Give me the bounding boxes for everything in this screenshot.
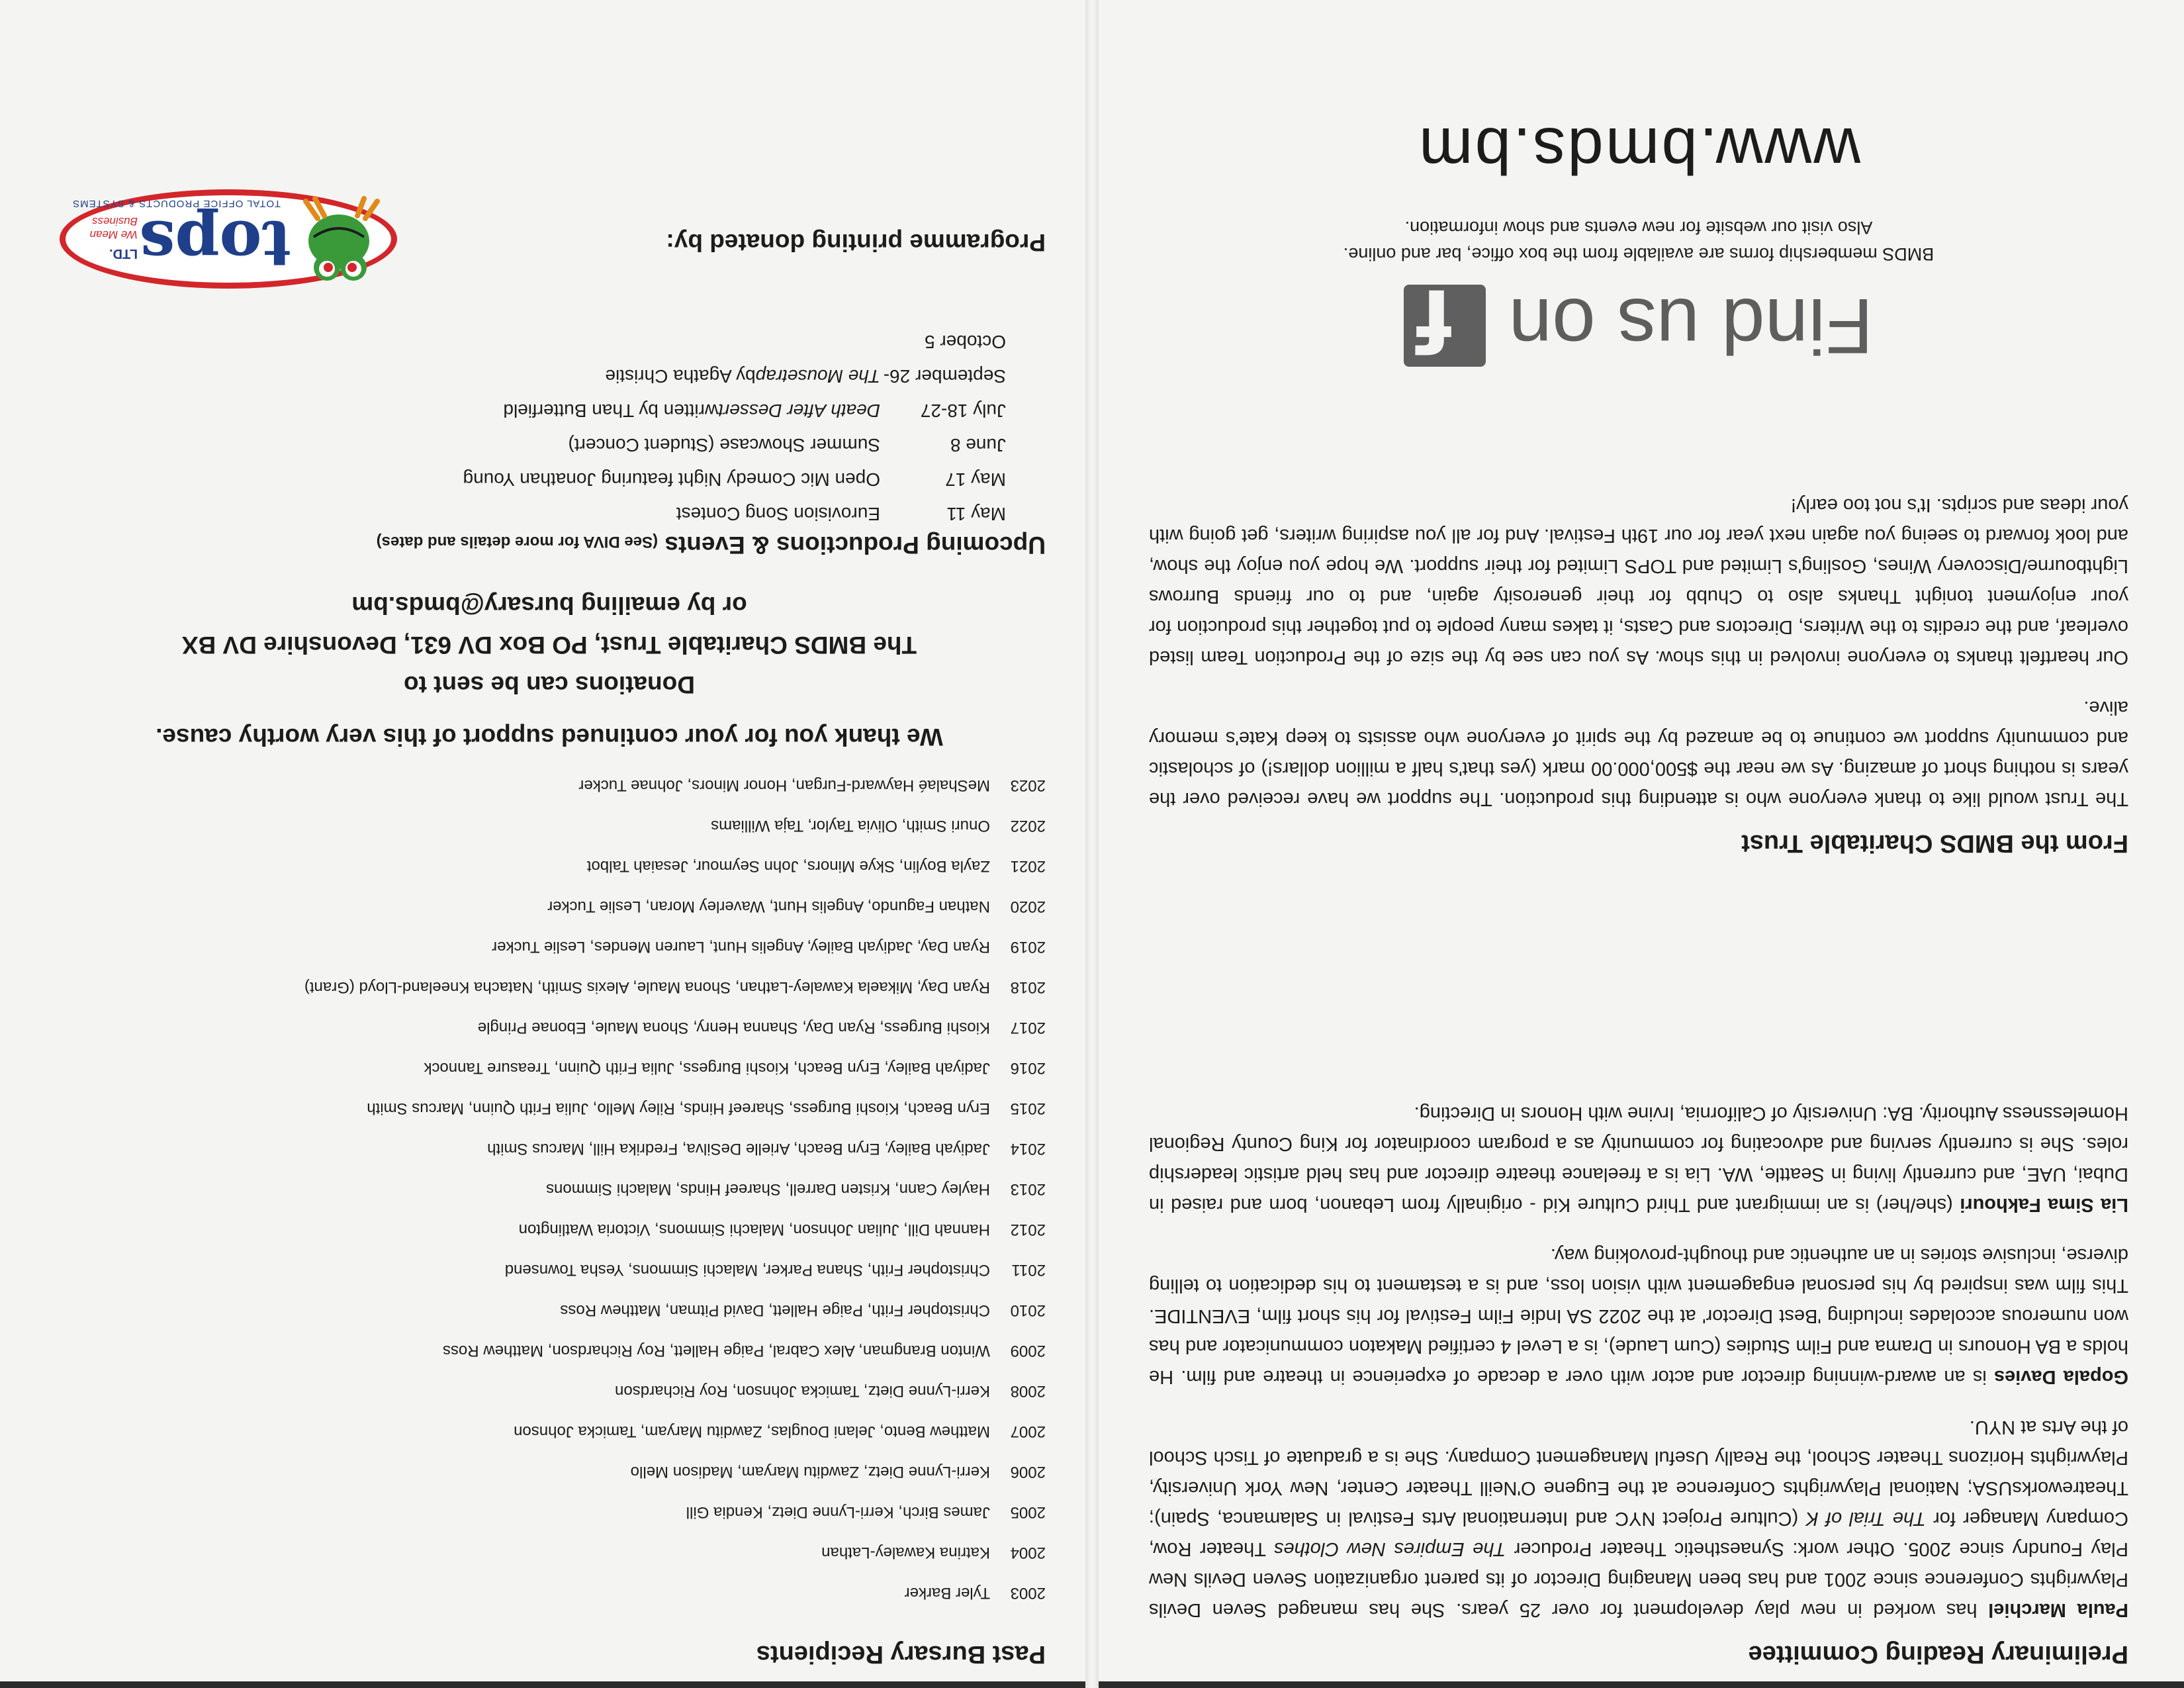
page-fold (1085, 0, 1099, 1688)
recipient-names: Zayla Boylin, Skye Minors, John Seymour, Jesaiah Talbot (586, 857, 990, 875)
recipient-year: 2013 (1010, 1180, 1046, 1198)
tops-logo (53, 183, 397, 302)
logo-ltd: LTD. (109, 246, 138, 261)
recipient-year: 2022 (1010, 817, 1046, 835)
trust-paragraph-1: The Trust would like to thank everyone who is attending this production. The support we have received over the years is nothing short of amazing. As we near the $500,000.00 mark (yes that's half a million dollars!) of scholastic and community support we continue to be amazed by the spirit of everyone who assists to keep Kate's memory alive. (1149, 697, 2128, 810)
recipient-year: 2023 (1010, 776, 1046, 794)
recipient-year: 2012 (1010, 1221, 1046, 1239)
member-bio-title: The Trial of K (1805, 1508, 1926, 1529)
event-row (53, 428, 1046, 462)
recipient-year: 2011 (1011, 1261, 1046, 1279)
committee-heading: Preliminary Reading Committee (1748, 1640, 2128, 1668)
recipient-year: 2017 (1010, 1019, 1046, 1037)
member-name: Lia Sima Fakhouri (1960, 1194, 2128, 1215)
recipient-names: Matthew Bento, Jelani Douglas, Zawditu Maryam, Tamicka Johnson (514, 1423, 990, 1440)
recipient-names: Kerri-Lynne Dietz, Tamicka Johnson, Roy Richardson (615, 1382, 990, 1400)
recipient-year: 2015 (1010, 1100, 1046, 1117)
event-title: Eurovision Song Contest (676, 504, 880, 524)
recipient-year: 2014 (1010, 1140, 1046, 1158)
recipient-names: Christopher Frith, Shana Parker, Malachi Simmons, Yesha Townsend (504, 1261, 990, 1279)
recipient-names: Hannah Dill, Julian Johnson, Malachi Simmons, Victoria Watlington (518, 1221, 990, 1239)
committee-bio-2 (1149, 1240, 2128, 1392)
recipient-names: Christopher Frith, Paige Hallett, David Pitman, Matthew Ross (560, 1301, 990, 1319)
membership-line: BMDS membership forms are available from the box office, bar and online. (1343, 244, 1934, 264)
member-bio: (Culture Project NYC and International Arts Festival in Salamanca, Spain); TheatreworksUSA; National Playwrights Conference at the Eugene O'Neill Theater Center, New York University, Playwrights Horizons Theater School, the Really Useful Management Company. She is a graduate of Tisch School of the Arts at NYU. (1149, 1417, 2128, 1529)
list-item (53, 1169, 1046, 1209)
upcoming-heading: Upcoming Productions & Events (See DIVA for more details and dates) (376, 532, 1046, 559)
donations-line-3[interactable]: or by emailing bursary@bmds.bm (351, 592, 747, 619)
recipient-year: 2004 (1010, 1544, 1046, 1562)
event-row (53, 462, 1046, 496)
event-date: July 18-27 (920, 400, 1006, 421)
recipient-year: 2006 (1010, 1463, 1046, 1481)
list-item (53, 1532, 1046, 1573)
event-credit: written by Than Butterfield (503, 400, 719, 421)
member-bio: has worked in new play development for over 25 years. She has managed Seven Devils Playwrights Conference since 2001 and has been Managing Director of its parent organization Seven Devils New Play Foundry since 2005. Other work: Synaesthetic Theater Producer (1149, 1538, 2128, 1620)
frog-mascot-icon (298, 196, 384, 302)
event-date: June 8 (950, 435, 1006, 455)
committee-section (1149, 1078, 2128, 1668)
printing-label: Programme printing donated by: (666, 229, 1046, 256)
recipient-names: Onuri Smith, Olivia Taylor, Taja Williams (711, 817, 990, 835)
upcoming-note: (See DIVA for more details and dates) (376, 533, 659, 551)
committee-bio-3 (1149, 1098, 2128, 1220)
member-bio: is an award-winning director and actor with over a decade of experience in theatre and film. He holds a BA Honours in Drama and Film Studies (Cum Laude), is a Level 4 certified Makaton communicator and has won numerous accolades including 'Best Director' at the 2022 SA Indie Film Festival for his short film, EVENTIDE. This film was inspired by his personal engagement with vision loss, and is a testament to his dedication to telling diverse, inclusive stories in an authentic and thought-provoking way. (1148, 1244, 2128, 1387)
recipient-names: Eryn Beach, Kioshi Burgess, Shareef Hinds, Riley Mello, Julia Frith Quinn, Marcus Smith (367, 1100, 990, 1117)
event-title: Death After Dessert (718, 400, 880, 421)
list-item (53, 1331, 1046, 1371)
recipient-year: 2018 (1010, 978, 1046, 996)
recipient-names: Katrina Kawaley-Lathan (821, 1544, 990, 1562)
recipient-names: Nathan Fagundo, Angelis Hunt, Waverley Moran, Leslie Tucker (547, 898, 990, 915)
event-title: Summer Showcase (Student Concert) (568, 435, 880, 455)
recipient-year: 2016 (1010, 1059, 1046, 1077)
recipient-names: Ryan Day, Jadiyah Bailey, Angelis Hunt, Lauren Mendes, Leslie Tucker (492, 938, 990, 956)
list-item (53, 1088, 1046, 1129)
event-row (53, 324, 1046, 393)
find-us-row (1149, 270, 2128, 371)
website-url[interactable]: www.bmds.bm (1416, 115, 1861, 187)
recipient-names: Tyler Barker (904, 1584, 990, 1602)
list-item (53, 1008, 1046, 1048)
bursary-section (53, 183, 1046, 1668)
left-page (1099, 0, 2184, 1688)
event-row (53, 496, 1046, 531)
event-title: The Mousetrap (755, 366, 880, 387)
recipient-year: 2005 (1010, 1503, 1046, 1521)
list-item (53, 1048, 1046, 1088)
printing-credit (53, 183, 1046, 302)
member-bio: (she/her) is an immigrant and Third Culture Kid - originally from Lebanon, born and raised in Dubai, UAE, and currently living in Seattle, WA. Lia is a freelance theatre director and has held artistic leadership roles. She is currently serving and advocating for community as a program coordinator for King County Regional Homelessness Authority. BA: University of California, Irvine with Honors in Directing. (1149, 1103, 2128, 1215)
recipient-year: 2003 (1010, 1584, 1046, 1602)
recipients-list (53, 765, 1046, 1613)
member-name: Gopala Davies (1993, 1366, 2128, 1387)
recipient-names: Hayley Cann, Kristen Darrell, Shareef Hinds, Malachi Simmons (546, 1180, 990, 1198)
event-row (53, 393, 1046, 428)
recipient-names: Kerri-Lynne Dietz, Zawditu Maryam, Madison Mello (630, 1463, 990, 1481)
list-item (53, 1411, 1046, 1452)
thanks-line: We thank you for your continued support of this very worthy cause. (156, 724, 943, 751)
member-bio-title: The Empires New Clothes (1273, 1538, 1506, 1560)
event-date: May 11 (946, 504, 1006, 524)
list-item (53, 927, 1046, 967)
recipient-year: 2008 (1010, 1382, 1046, 1400)
recipient-year: 2007 (1010, 1423, 1046, 1440)
list-item (53, 1452, 1046, 1492)
list-item (53, 967, 1046, 1008)
list-item (53, 1250, 1046, 1290)
trust-heading: From the BMDS Charitable Trust (1741, 829, 2128, 857)
recipient-year: 2021 (1010, 857, 1046, 875)
recipient-names: MeShalaé Hayward-Furgan, Honor Minors, Johnae Tucker (578, 776, 990, 794)
list-item (53, 1371, 1046, 1411)
recipient-year: 2010 (1010, 1301, 1046, 1319)
trust-paragraph-2: Our heartfelt thanks to everyone involved in this show. As you can see by the size of the Production Team listed overleaf, and the credits to the Writers, Directors and Casts, it takes many people to put together this production for your enjoyment tonight Thanks also to Chubb for their generosity again, and to our friends Burrows Lightbourne/Discovery Wines, Gosling's Limited and TOPS Limited for their support. We hope you enjoy the show, and look forward to seeing you again next year for our 19th Festival. And for all you aspiring writers, get going with your ideas and scripts. It's not too early! (1149, 494, 2128, 668)
recipient-names: Jadiyah Bailey, Eryn Beach, Kioshi Burgess, Julia Frith Quinn, Treasure Tannock (424, 1059, 990, 1077)
right-page (0, 0, 1085, 1688)
recipient-year: 2009 (1010, 1342, 1046, 1360)
member-bio: Theater Row, Company Manager for (1149, 1508, 2128, 1560)
recipient-names: James Birch, Kerri-Lynne Dietz, Kendia Gill (686, 1503, 990, 1521)
event-date: September 26-October 5 (883, 332, 1006, 387)
event-credit: by Agatha Christie (605, 366, 756, 387)
list-item (53, 886, 1046, 927)
member-name: Paula Marchiel (1988, 1599, 2128, 1620)
donations-line-1: Donations can be sent to (404, 671, 695, 698)
recipient-names: Winton Brangman, Alex Cabral, Paige Hallett, Roy Richardson, Matthew Ross (442, 1342, 990, 1360)
find-us-text: Find us on (1508, 282, 1874, 369)
trust-section (1149, 470, 2128, 857)
committee-bio-1 (1149, 1412, 2128, 1625)
recipients-heading: Past Bursary Recipients (756, 1640, 1046, 1668)
recipient-names: Ryan Day, Mikaela Kawaley-Lathan, Shona Maule, Alexis Smith, Natacha Kneeland-Lloyd (Grant) (304, 978, 990, 996)
list-item (53, 1492, 1046, 1532)
recipient-year: 2020 (1010, 898, 1046, 915)
events-list (53, 324, 1046, 531)
donations-line-2: The BMDS Charitable Trust, PO Box DV 631, Devonshire DV BX (181, 632, 917, 659)
facebook-icon[interactable]: f (1404, 285, 1486, 367)
event-date: May 17 (945, 469, 1006, 490)
recipient-names: Kioshi Burgess, Ryan Day, Shanna Henry, Shona Maule, Ebonae Pringle (477, 1019, 990, 1037)
logo-tagline: We Mean Business (89, 215, 138, 241)
recipient-year: 2019 (1010, 938, 1046, 956)
website-line: Also visit our website for new events and show information. (1404, 218, 1873, 238)
list-item (53, 1573, 1046, 1613)
list-item (53, 846, 1046, 886)
list-item (53, 1129, 1046, 1169)
list-item (53, 765, 1046, 806)
find-us-section (1149, 113, 2128, 371)
event-title: Open Mic Comedy Night featuring Jonathan Young (463, 469, 880, 490)
logo-wordmark: tops (139, 207, 291, 281)
list-item (53, 1209, 1046, 1250)
list-item (53, 806, 1046, 846)
recipient-names: Jadiyah Bailey, Eryn Beach, Arielle DeSilva, Fredrika Hill, Marcus Smith (487, 1140, 990, 1158)
list-item (53, 1290, 1046, 1331)
logo-subtitle: TOTAL OFFICE PRODUCTS & SYSTEMS (72, 198, 281, 209)
